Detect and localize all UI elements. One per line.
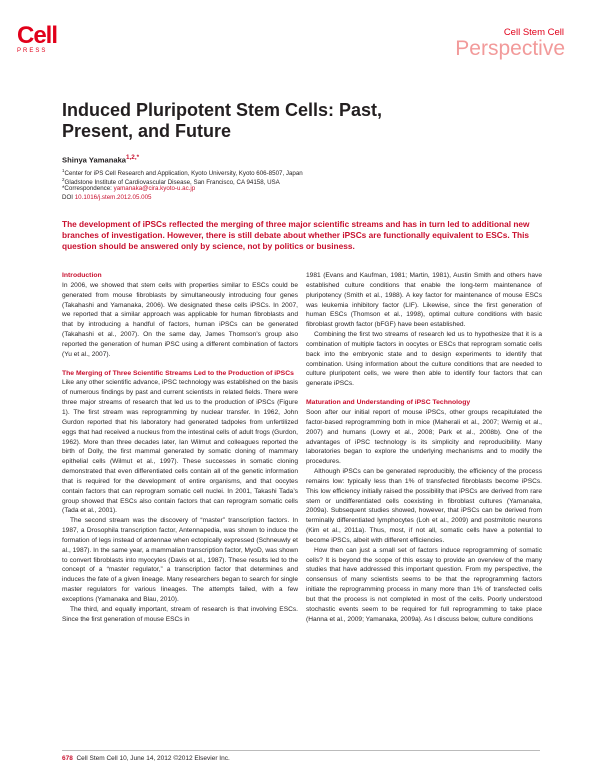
correspondence: *Correspondence: yamanaka@cira.kyoto-u.ac.jp [62, 185, 196, 192]
affiliation-2: $^2$Gladstone Institute of Cardiovascular Disease, San Francisco, CA 94158, USA [62, 177, 280, 187]
doi-link[interactable]: 10.1016/j.stem.2012.05.005 [74, 194, 152, 201]
paragraph-continued: 1981 (Evans and Kaufman, 1981; Martin, 1981), Austin Smith and others have established culture conditions that enable the long-term maintenance of pluripotency (Smith et al., 1988). A key factor for maintenance of mouse ESCs was leukemia inhibitory factor (LIF). Likewise, since the first generation of human ESCs (Thomson et al., 1998), optimal culture conditions with basic fibroblast growth factor (bFGF) have been established. [306, 272, 542, 329]
author-sup: 1,2,* [126, 154, 140, 161]
article-title [62, 100, 482, 142]
affiliation-1: $^1$Center for iPS Cell Research and Application, Kyoto University, Kyoto 606-8507, Japan [62, 168, 303, 178]
paragraph-merging-2: The second stream was the discovery of “master” transcription factors. In 1987, a Drosophila transcription factor, Antennapedia, was shown to induce the formation of legs instead of antennae when ectopically expressed (Schneuwly et al., 1987). In the same year, a mammalian transcription factor, MyoD, was shown to convert fibroblasts into myocytes (Davis et al., 1987). These results led to the concept of a “master regulator,” a transcription factor that determines and induces the fate of a given lineage. Many researchers began to search for single master regulators for various lineages. The attempts failed, with a few exceptions (Yamanaka and Blau, 2010). [62, 517, 299, 603]
footer-citation: Cell Stem Cell 10, June 14, 2012 ©2012 Elsevier Inc. [76, 755, 230, 762]
paragraph-intro: In 2006, we showed that stem cells with properties similar to ESCs could be generated from mouse fibroblasts by simultaneously introducing four genes (Takahashi and Yamanaka, 2006). We designated these cells iPSCs. In 2007, we reported that a similar approach was applicable for human fibroblasts and that by introducing a handful of factors, human iPSCs can be generated (Takahashi et al., 2007). On the same day, James Thomson’s group also reported the generation of human iPSC using a different combination of factors (Yu et al., 2007). [62, 281, 298, 358]
doi: DOI 10.1016/j.stem.2012.05.005 [62, 194, 152, 201]
section-type: Perspective [455, 37, 565, 60]
title-line-2: Present, and Future [62, 121, 232, 141]
column-left [62, 271, 298, 625]
logo-sub: PRESS [17, 48, 48, 54]
heading-maturation: Maturation and Understanding of iPSC Technology [306, 399, 471, 407]
abstract: The development of iPSCs reflected the merging of three major scientific streams and has in turn led to additional new branches of investigation. However, there is still debate about whether iPSCs are functionally equivalent to ESCs. This question should be answered only by science, not by politics or business. [62, 219, 530, 252]
journal-name: Cell Stem Cell [503, 27, 564, 38]
author-name [62, 154, 139, 165]
title-line-1: Induced Pluripotent Stem Cells: Past, [62, 100, 383, 120]
page-number: 678 [62, 755, 73, 762]
page-footer [62, 755, 230, 762]
paragraph-merging-3: The third, and equally important, stream of research is that involving ESCs. Since the first generation of mouse ESCs in [62, 605, 298, 623]
paragraph-merging-1: Like any other scientific advance, iPSC technology was established on the basis of numerous findings by past and current scientists in related fields. There were three major streams of research that led us to the production of iPSCs (Figure 1). The first stream was reprogramming by nuclear transfer. In 1962, John Gurdon reported that his laboratory had generated tadpoles from unfertilized eggs that had received a nucleus from the intestinal cells of adult frogs (Gurdon, 1962). More than three decades later, Ian Wilmut and colleagues reported the birth of Dolly, the first mammal generated by somatic cloning of mammary epithelial cells (Wilmut et al., 1997). These successes in somatic cloning demonstrated that even differentiated cells contain all of the genetic information that is required for the development of entire organisms, and that oocytes contain factors that can reprogram somatic cell nuclei. In 2001, Takashi Tada’s group showed that ESCs also contain factors that can reprogram somatic cells (Tada et al., 2001). [62, 379, 298, 515]
logo-text: Cell [17, 22, 58, 49]
footer-divider [62, 750, 540, 751]
cell-press-logo[interactable] [17, 22, 58, 54]
paragraph-combining: Combining the first two streams of research led us to hypothesize that it is a combination of multiple factors in oocytes or ESCs that reprogram somatic cells back into the embryonic state and to design experiments to identify that combination. Using information about the culture conditions that are needed to culture pluripotent cells, we were then able to identify four factors that can generate iPSCs. [306, 331, 542, 388]
paragraph-maturation-1: Soon after our initial report of mouse iPSCs, other groups recapitulated the factor-based reprogramming both in mice (Maherali et al., 2007; Wernig et al., 2007) and humans (Lowry et al., 2008; Park et al., 2008b). One of the advantages of iPSC technology is its simplicity and reproducibility. Many laboratories began to explore the underlying mechanisms and to modify the procedures. [306, 408, 542, 466]
heading-introduction: Introduction [62, 272, 102, 279]
column-right [306, 271, 542, 625]
paragraph-maturation-2: Although iPSCs can be generated reproducibly, the efficiency of the process remains low: typically less than 1% of transfected fibroblasts become iPSCs. This low efficiency initially raised the possibility that iPSCs are derived from rare stem or undifferentiated cells coexisting in fibroblast cultures (Yamanaka, 2009a). Subsequent studies showed, however, that iPSCs can be derived from terminally differentiated lymphocytes (Loh et al., 2009) and postmitotic neurons (Kim et al., 2011a). Thus, most, if not all, somatic cells have a potential to become iPSCs, albeit with different efficiencies. [306, 468, 542, 544]
paragraph-maturation-3: How then can just a small set of factors induce reprogramming of somatic cells? It is beyond the scope of this essay to provide an overview of the many studies that have addressed this important question. From my perspective, the consensus of many scientists seems to be that the reprogramming factors initiate the reprogramming process in many more than 1% of transfected cells but that the process is not completed in most of the cells. Poorly understood stochastic events seem to be required for full reprogramming to take place (Hanna et al., 2009; Yamanaka, 2009a). As I discuss below, culture conditions [306, 546, 542, 623]
author: Shinya Yamanaka [62, 155, 127, 165]
heading-merging: The Merging of Three Scientific Streams Led to the Production of iPSCs [62, 369, 294, 377]
email-link[interactable]: yamanaka@cira.kyoto-u.ac.jp [113, 185, 196, 192]
